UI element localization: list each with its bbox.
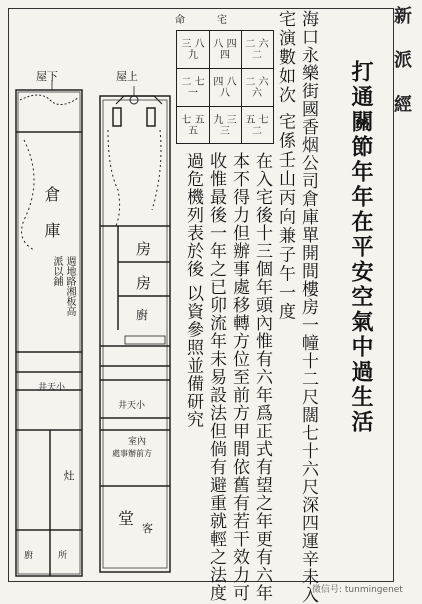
column-text: 收惟最後一年之已卯流年未易設法但倘有避重就輕之法度 bbox=[206, 152, 226, 602]
watermark-text: 微信号: tunminge bbox=[312, 585, 389, 595]
column-text: 在入宅後十三個年頭內惟有六年爲正式有望之年更有六年 bbox=[252, 152, 272, 602]
watermark-text-rest: net bbox=[388, 585, 403, 595]
storage-desc: 週地路湘板高派以鋪 bbox=[51, 256, 75, 316]
grid-cell: 九 三三 bbox=[213, 115, 237, 137]
grid-cell: 二 六二 bbox=[245, 39, 269, 61]
grid-top-label: 宅 bbox=[217, 15, 227, 26]
grid-cell: 三 八九 bbox=[181, 39, 205, 61]
plan-left bbox=[16, 90, 82, 576]
hall-label-small: 客 bbox=[142, 522, 153, 535]
grid-cell: 四 八八 bbox=[213, 77, 237, 99]
well-left: 井天小 bbox=[38, 383, 66, 393]
column-text: 海口永樂街國香烟公司倉庫單開間樓房一幢十二尺闊七十六尺深四運辛未入 bbox=[298, 10, 318, 604]
grid-cell: 五 七二 bbox=[245, 115, 269, 137]
watermark bbox=[312, 582, 403, 595]
grid-cell: 二 六六 bbox=[245, 77, 269, 99]
kitchen-label: 廚 bbox=[136, 308, 149, 322]
room-label-1: 房 bbox=[136, 240, 152, 258]
office-desc: 處事辦前方 bbox=[112, 449, 152, 458]
room-label-2: 房 bbox=[136, 274, 152, 292]
grid-top-label2: 命 bbox=[175, 15, 185, 26]
grid-cell: 八 四四 bbox=[213, 39, 237, 61]
column-text: 本不得力但辦事處移轉方位至前方甲間依舊有若干效力可 bbox=[229, 152, 249, 602]
plan-right-top-label: 屋上 bbox=[116, 70, 138, 83]
hall-label: 堂 bbox=[118, 509, 135, 528]
bottom-small-label: 灶 bbox=[62, 470, 75, 481]
plan-left-top-label: 屋下 bbox=[36, 70, 58, 83]
bottom-left-label: 廚 bbox=[24, 551, 34, 561]
heading-text: 打通關節年年在平安空氣中過生活 bbox=[348, 60, 374, 435]
plan-right bbox=[100, 96, 170, 572]
column-text: 宅演數如次 宅係壬山丙向兼子午一度 bbox=[275, 10, 295, 322]
office-label: 室內 bbox=[128, 437, 147, 447]
header-title-text: 新 派 經 bbox=[391, 6, 412, 123]
grid-cell: 二 七一 bbox=[181, 77, 205, 99]
column-text: 過危機列表於後 以資參照並備研究 bbox=[183, 152, 203, 429]
grid-cell: 七 五五 bbox=[181, 115, 205, 137]
bottom-right-label: 所 bbox=[58, 551, 68, 561]
well-right: 井天小 bbox=[118, 401, 146, 411]
storage-label: 倉庫 bbox=[42, 186, 61, 258]
